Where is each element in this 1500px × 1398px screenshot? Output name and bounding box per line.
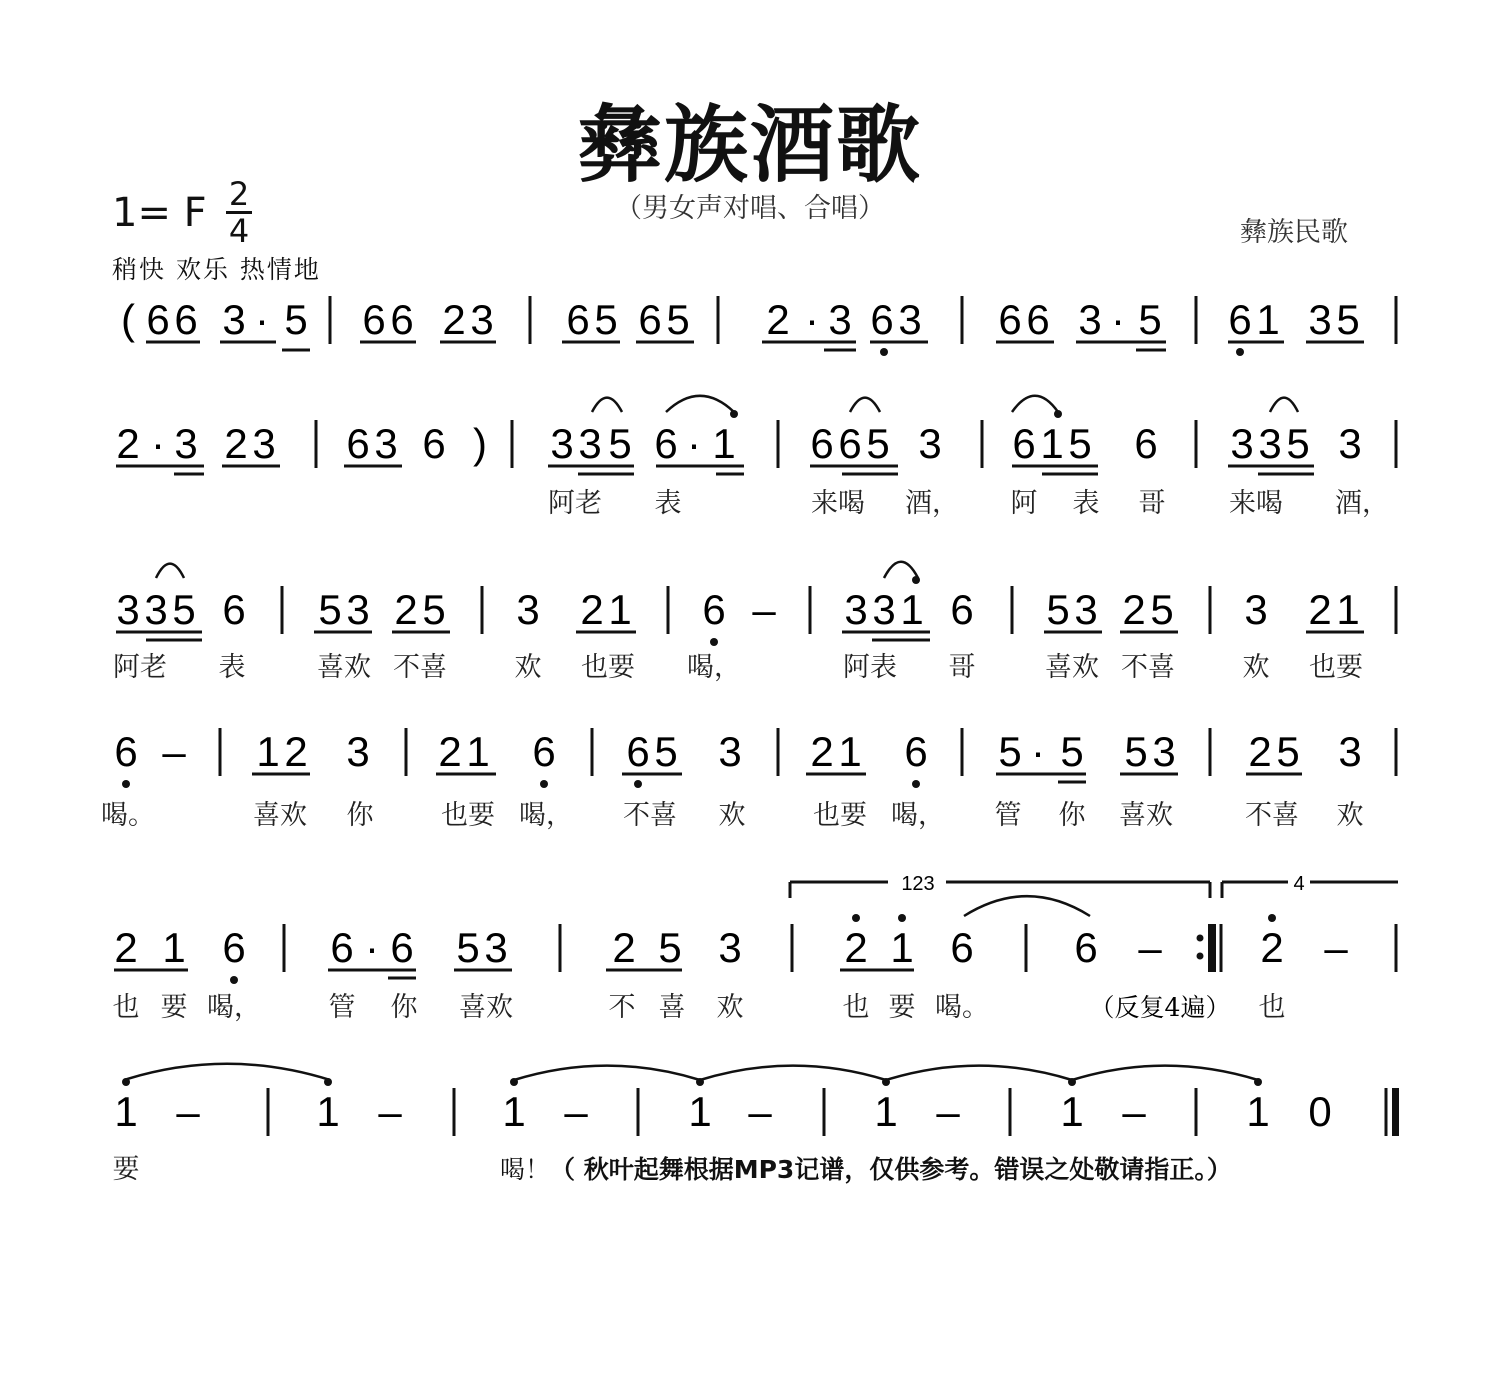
lyric-syllable: 喝。 bbox=[101, 800, 155, 831]
octave-dot bbox=[730, 410, 738, 418]
slur-arc bbox=[700, 1066, 886, 1080]
note-digit: 2 bbox=[116, 420, 140, 467]
note-digit: 2 bbox=[1122, 586, 1146, 633]
note-digit: 3 bbox=[844, 586, 868, 633]
note-digit: 1 bbox=[162, 924, 186, 971]
octave-dot bbox=[540, 780, 548, 788]
note-digit: 3 bbox=[828, 296, 852, 343]
composer-credit: 彝族民歌 bbox=[1240, 217, 1348, 248]
lyric-syllable: 不 bbox=[608, 992, 636, 1023]
lyric-syllable: 欢 bbox=[718, 800, 746, 831]
lyric-syllable: 阿 bbox=[1010, 488, 1038, 519]
repeat-bar-thick bbox=[1208, 924, 1216, 972]
note-digit: 6 bbox=[1026, 296, 1050, 343]
lyric-syllable: 不喜 bbox=[1121, 652, 1175, 683]
note-digit: 6 bbox=[654, 420, 678, 467]
lyric-syllable: 表 bbox=[218, 652, 246, 683]
note-digit: 5 bbox=[284, 296, 308, 343]
octave-dot bbox=[1054, 410, 1062, 418]
note-digit: 5 bbox=[172, 586, 196, 633]
lyric-syllable: 哥 bbox=[1138, 488, 1166, 519]
octave-dot bbox=[1236, 348, 1244, 356]
note-digit: 6 bbox=[638, 296, 662, 343]
note-digit: 3 bbox=[1338, 728, 1362, 775]
slur-arc bbox=[156, 564, 184, 578]
note-digit: 3 bbox=[470, 296, 494, 343]
augmentation-dot: · bbox=[255, 296, 269, 343]
note-digit: 6 bbox=[222, 586, 246, 633]
lyric-syllable: 也 bbox=[1258, 992, 1286, 1023]
repeat-instruction: （反复4遍） bbox=[1089, 993, 1231, 1022]
note-digit: 5 bbox=[1276, 728, 1300, 775]
lyric-syllable: 阿老 bbox=[113, 652, 167, 683]
note-digit: 6 bbox=[114, 728, 138, 775]
note-digit: 2 bbox=[810, 728, 834, 775]
augmentation-dot: · bbox=[151, 420, 165, 467]
lyric-syllable: 喝， bbox=[207, 992, 261, 1023]
note-digit: 2 bbox=[442, 296, 466, 343]
note-digit: 6 bbox=[1012, 420, 1036, 467]
note-digit: 3 bbox=[252, 420, 276, 467]
note-digit: 5 bbox=[594, 296, 618, 343]
note-digit: 1 bbox=[608, 586, 632, 633]
note-digit: 6 bbox=[810, 420, 834, 467]
note-digit: 3 bbox=[1308, 296, 1332, 343]
note-digit: 3 bbox=[550, 420, 574, 467]
note-digit: 6 bbox=[362, 296, 386, 343]
lyric-syllable: 来喝 bbox=[1229, 488, 1283, 519]
lyric-syllable: 也要 bbox=[581, 652, 635, 683]
lyric-syllable: 欢 bbox=[514, 652, 542, 683]
note-digit: 3 bbox=[1244, 586, 1268, 633]
note-digit: 6 bbox=[1228, 296, 1252, 343]
augmentation-dot: · bbox=[1031, 728, 1045, 775]
lyric-syllable: 哥 bbox=[948, 652, 976, 683]
lyric-syllable: 喝， bbox=[519, 800, 573, 831]
lyric-syllable: 也 bbox=[112, 992, 140, 1023]
lyric-syllable: 表 bbox=[654, 488, 682, 519]
octave-dot bbox=[852, 914, 860, 922]
notation-line bbox=[116, 420, 1396, 519]
key-signature: 1= F bbox=[112, 190, 207, 236]
note-digit: 5 bbox=[1046, 586, 1070, 633]
octave-dot bbox=[634, 780, 642, 788]
repeat-dot bbox=[1197, 953, 1204, 960]
dash-extension: – bbox=[378, 1088, 402, 1135]
note-digit: 2 bbox=[1308, 586, 1332, 633]
lyric-syllable: 管 bbox=[994, 800, 1022, 831]
notation-line bbox=[121, 296, 1396, 344]
note-digit: 1 bbox=[890, 924, 914, 971]
note-digit: 2 bbox=[1248, 728, 1272, 775]
note-digit: 2 bbox=[844, 924, 868, 971]
note-digit: 3 bbox=[144, 586, 168, 633]
song-subtitle: （男女声对唱、合唱） bbox=[615, 193, 885, 224]
octave-dot bbox=[1268, 914, 1276, 922]
slur-arc bbox=[884, 562, 918, 578]
note-digit: 5 bbox=[866, 420, 890, 467]
note-digit: 5 bbox=[608, 420, 632, 467]
lyric-syllable: 欢 bbox=[1336, 800, 1364, 831]
note-digit: 6 bbox=[390, 296, 414, 343]
lyric-syllable: 管 bbox=[328, 992, 356, 1023]
lyric-syllable: 欢 bbox=[716, 992, 744, 1023]
note-digit: 6 bbox=[146, 296, 170, 343]
octave-dot bbox=[710, 638, 718, 646]
note-digit: 5 bbox=[658, 924, 682, 971]
note-digit: 5 bbox=[1138, 296, 1162, 343]
note-digit: 1 bbox=[316, 1088, 340, 1135]
note-digit: 5 bbox=[666, 296, 690, 343]
note-digit: 1 bbox=[712, 420, 736, 467]
augmentation-dot: · bbox=[687, 420, 701, 467]
note-digit: 3 bbox=[1258, 420, 1282, 467]
note-digit: 1 bbox=[502, 1088, 526, 1135]
dash-extension: – bbox=[1324, 924, 1348, 971]
note-digit: 6 bbox=[950, 586, 974, 633]
slur-arc bbox=[886, 1066, 1072, 1080]
note-digit: 5 bbox=[422, 586, 446, 633]
note-digit: 3 bbox=[174, 420, 198, 467]
footer-note bbox=[500, 1150, 1232, 1186]
transcriber-note: （ 秋叶起舞根据MP3记谱，仅供参考。错误之处敬请指正。） bbox=[550, 1155, 1232, 1184]
slur-arc bbox=[666, 396, 734, 412]
note-digit: 5 bbox=[1150, 586, 1174, 633]
note-digit: 5 bbox=[1060, 728, 1084, 775]
note-digit: 0 bbox=[1308, 1088, 1332, 1135]
note-digit: 2 bbox=[580, 586, 604, 633]
repeat-dot bbox=[1197, 935, 1204, 942]
lyric-syllable: 欢 bbox=[1242, 652, 1270, 683]
note-digit: 5 bbox=[1124, 728, 1148, 775]
note-digit: 6 bbox=[222, 924, 246, 971]
note-digit: 3 bbox=[898, 296, 922, 343]
note-digit: 5 bbox=[1336, 296, 1360, 343]
octave-dot bbox=[510, 1078, 518, 1086]
lyric-syllable: 要 bbox=[888, 992, 916, 1023]
note-digit: 6 bbox=[870, 296, 894, 343]
note-digit: 6 bbox=[950, 924, 974, 971]
dash-extension: – bbox=[936, 1088, 960, 1135]
octave-dot bbox=[1068, 1078, 1076, 1086]
note-digit: 2 bbox=[1260, 924, 1284, 971]
final-lyric: 喝！ bbox=[500, 1155, 551, 1184]
note-digit: 3 bbox=[578, 420, 602, 467]
dash-extension: – bbox=[176, 1088, 200, 1135]
lyric-syllable: 要 bbox=[160, 992, 188, 1023]
augmentation-dot: · bbox=[805, 296, 819, 343]
note-digit: 1 bbox=[1060, 1088, 1084, 1135]
note-digit: 1 bbox=[900, 586, 924, 633]
octave-dot bbox=[122, 780, 130, 788]
note-digit: 6 bbox=[838, 420, 862, 467]
note-digit: 2 bbox=[438, 728, 462, 775]
note-digit: 3 bbox=[116, 586, 140, 633]
octave-dot bbox=[230, 976, 238, 984]
lyric-syllable: 要 bbox=[112, 1154, 140, 1185]
slur-arc bbox=[124, 1064, 330, 1080]
lyric-syllable: 喜欢 bbox=[317, 652, 371, 683]
note-digit: 1 bbox=[256, 728, 280, 775]
note-digit: 5 bbox=[318, 586, 342, 633]
note-digit: 1 bbox=[1256, 296, 1280, 343]
lyric-syllable: 阿表 bbox=[843, 652, 897, 683]
lyric-syllable: 喜 bbox=[658, 992, 686, 1023]
note-digit: 1 bbox=[838, 728, 862, 775]
note-digit: 3 bbox=[484, 924, 508, 971]
lyric-syllable: 你 bbox=[346, 800, 374, 831]
note-digit: 2 bbox=[766, 296, 790, 343]
slur-arc bbox=[1072, 1066, 1258, 1080]
note-digit: 3 bbox=[374, 420, 398, 467]
note-digit: 6 bbox=[1074, 924, 1098, 971]
dash-extension: – bbox=[752, 586, 776, 633]
note-digit: 5 bbox=[654, 728, 678, 775]
octave-dot bbox=[912, 576, 920, 584]
note-digit: 5 bbox=[456, 924, 480, 971]
dash-extension: – bbox=[162, 728, 186, 775]
note-digit: 6 bbox=[422, 420, 446, 467]
song-title: 彝族酒歌 bbox=[577, 96, 922, 194]
octave-dot bbox=[882, 1078, 890, 1086]
note-digit: 6 bbox=[904, 728, 928, 775]
note-digit: 6 bbox=[346, 420, 370, 467]
notation-line bbox=[101, 728, 1396, 831]
note-digit: 3 bbox=[1074, 586, 1098, 633]
note-digit: 1 bbox=[874, 1088, 898, 1135]
note-digit: 6 bbox=[998, 296, 1022, 343]
note-digit: 3 bbox=[222, 296, 246, 343]
lyric-syllable: 你 bbox=[1058, 800, 1086, 831]
octave-dot bbox=[324, 1078, 332, 1086]
lyric-syllable: 喜欢 bbox=[1045, 652, 1099, 683]
note-digit: 1 bbox=[688, 1088, 712, 1135]
octave-dot bbox=[696, 1078, 704, 1086]
note-digit: 3 bbox=[1230, 420, 1254, 467]
note-digit: 1 bbox=[1040, 420, 1064, 467]
lyric-syllable: 不喜 bbox=[1245, 800, 1299, 831]
slur-arc bbox=[1012, 396, 1058, 412]
note-digit: 3 bbox=[1078, 296, 1102, 343]
note-digit: 5 bbox=[1286, 420, 1310, 467]
note-digit: 6 bbox=[174, 296, 198, 343]
lyric-syllable: 也要 bbox=[1309, 652, 1363, 683]
note-digit: 1 bbox=[466, 728, 490, 775]
note-digit: 6 bbox=[532, 728, 556, 775]
lyric-syllable: 不喜 bbox=[623, 800, 677, 831]
dash-extension: – bbox=[1138, 924, 1162, 971]
lyric-syllable: 来喝 bbox=[811, 488, 865, 519]
note-digit: 3 bbox=[918, 420, 942, 467]
note-digit: 3 bbox=[872, 586, 896, 633]
slur-arc bbox=[964, 896, 1090, 916]
lyric-syllable: 阿老 bbox=[548, 488, 602, 519]
octave-dot bbox=[912, 780, 920, 788]
note-digit: 1 bbox=[1336, 586, 1360, 633]
octave-dot bbox=[880, 348, 888, 356]
note-digit: 2 bbox=[114, 924, 138, 971]
lyric-syllable: 也要 bbox=[813, 800, 867, 831]
note-digit: 6 bbox=[390, 924, 414, 971]
time-signature-top: 2 bbox=[228, 175, 250, 213]
note-digit: 6 bbox=[702, 586, 726, 633]
note-digit: 2 bbox=[394, 586, 418, 633]
slur-arc bbox=[1270, 398, 1298, 412]
lyric-syllable: 喝。 bbox=[935, 992, 989, 1023]
final-bar-thick bbox=[1392, 1088, 1399, 1136]
note-digit: 3 bbox=[346, 728, 370, 775]
note-digit: 1 bbox=[1246, 1088, 1270, 1135]
lyric-syllable: 酒， bbox=[905, 488, 959, 519]
dash-extension: – bbox=[564, 1088, 588, 1135]
note-digit: 3 bbox=[346, 586, 370, 633]
notation-line bbox=[113, 586, 1396, 683]
lyric-syllable: 也 bbox=[842, 992, 870, 1023]
lyric-syllable: 喝， bbox=[687, 652, 741, 683]
note-digit: 1 bbox=[114, 1088, 138, 1135]
lyric-syllable: 喝， bbox=[891, 800, 945, 831]
note-digit: 6 bbox=[566, 296, 590, 343]
lyric-syllable: 喜欢 bbox=[459, 992, 513, 1023]
augmentation-dot: · bbox=[365, 924, 379, 971]
slur-arc bbox=[514, 1066, 700, 1080]
note-digit: 3 bbox=[1338, 420, 1362, 467]
note-digit: 5 bbox=[1068, 420, 1092, 467]
note-digit: 5 bbox=[998, 728, 1022, 775]
volta-brackets bbox=[790, 870, 1398, 898]
octave-dot bbox=[1254, 1078, 1262, 1086]
note-digit: 2 bbox=[612, 924, 636, 971]
lyric-syllable: 也要 bbox=[441, 800, 495, 831]
lyric-syllable: 不喜 bbox=[393, 652, 447, 683]
parenthesis: ) bbox=[473, 420, 487, 467]
note-digit: 3 bbox=[718, 924, 742, 971]
note-digit: 6 bbox=[626, 728, 650, 775]
notation-lines bbox=[101, 296, 1399, 1185]
time-signature-bottom: 4 bbox=[228, 212, 250, 250]
volta-second-label: 4 bbox=[1293, 873, 1305, 895]
note-digit: 2 bbox=[284, 728, 308, 775]
tempo-marking: 稍快 欢乐 热情地 bbox=[112, 255, 321, 284]
lyric-syllable: 你 bbox=[390, 992, 418, 1023]
octave-dot bbox=[898, 914, 906, 922]
note-digit: 3 bbox=[718, 728, 742, 775]
note-digit: 6 bbox=[1134, 420, 1158, 467]
note-digit: 6 bbox=[330, 924, 354, 971]
slur-arc bbox=[850, 398, 880, 412]
lyric-syllable: 表 bbox=[1072, 488, 1100, 519]
note-digit: 3 bbox=[516, 586, 540, 633]
dash-extension: – bbox=[1122, 1088, 1146, 1135]
lyric-syllable: 喜欢 bbox=[253, 800, 307, 831]
lyric-syllable: 喜欢 bbox=[1119, 800, 1173, 831]
slur-arc bbox=[592, 398, 622, 412]
volta-first-label: 123 bbox=[901, 873, 935, 895]
lyric-syllable: 酒， bbox=[1335, 488, 1389, 519]
note-digit: 3 bbox=[1152, 728, 1176, 775]
augmentation-dot: · bbox=[1111, 296, 1125, 343]
dash-extension: – bbox=[748, 1088, 772, 1135]
note-digit: 2 bbox=[224, 420, 248, 467]
parenthesis: ( bbox=[121, 296, 135, 343]
octave-dot bbox=[122, 1078, 130, 1086]
